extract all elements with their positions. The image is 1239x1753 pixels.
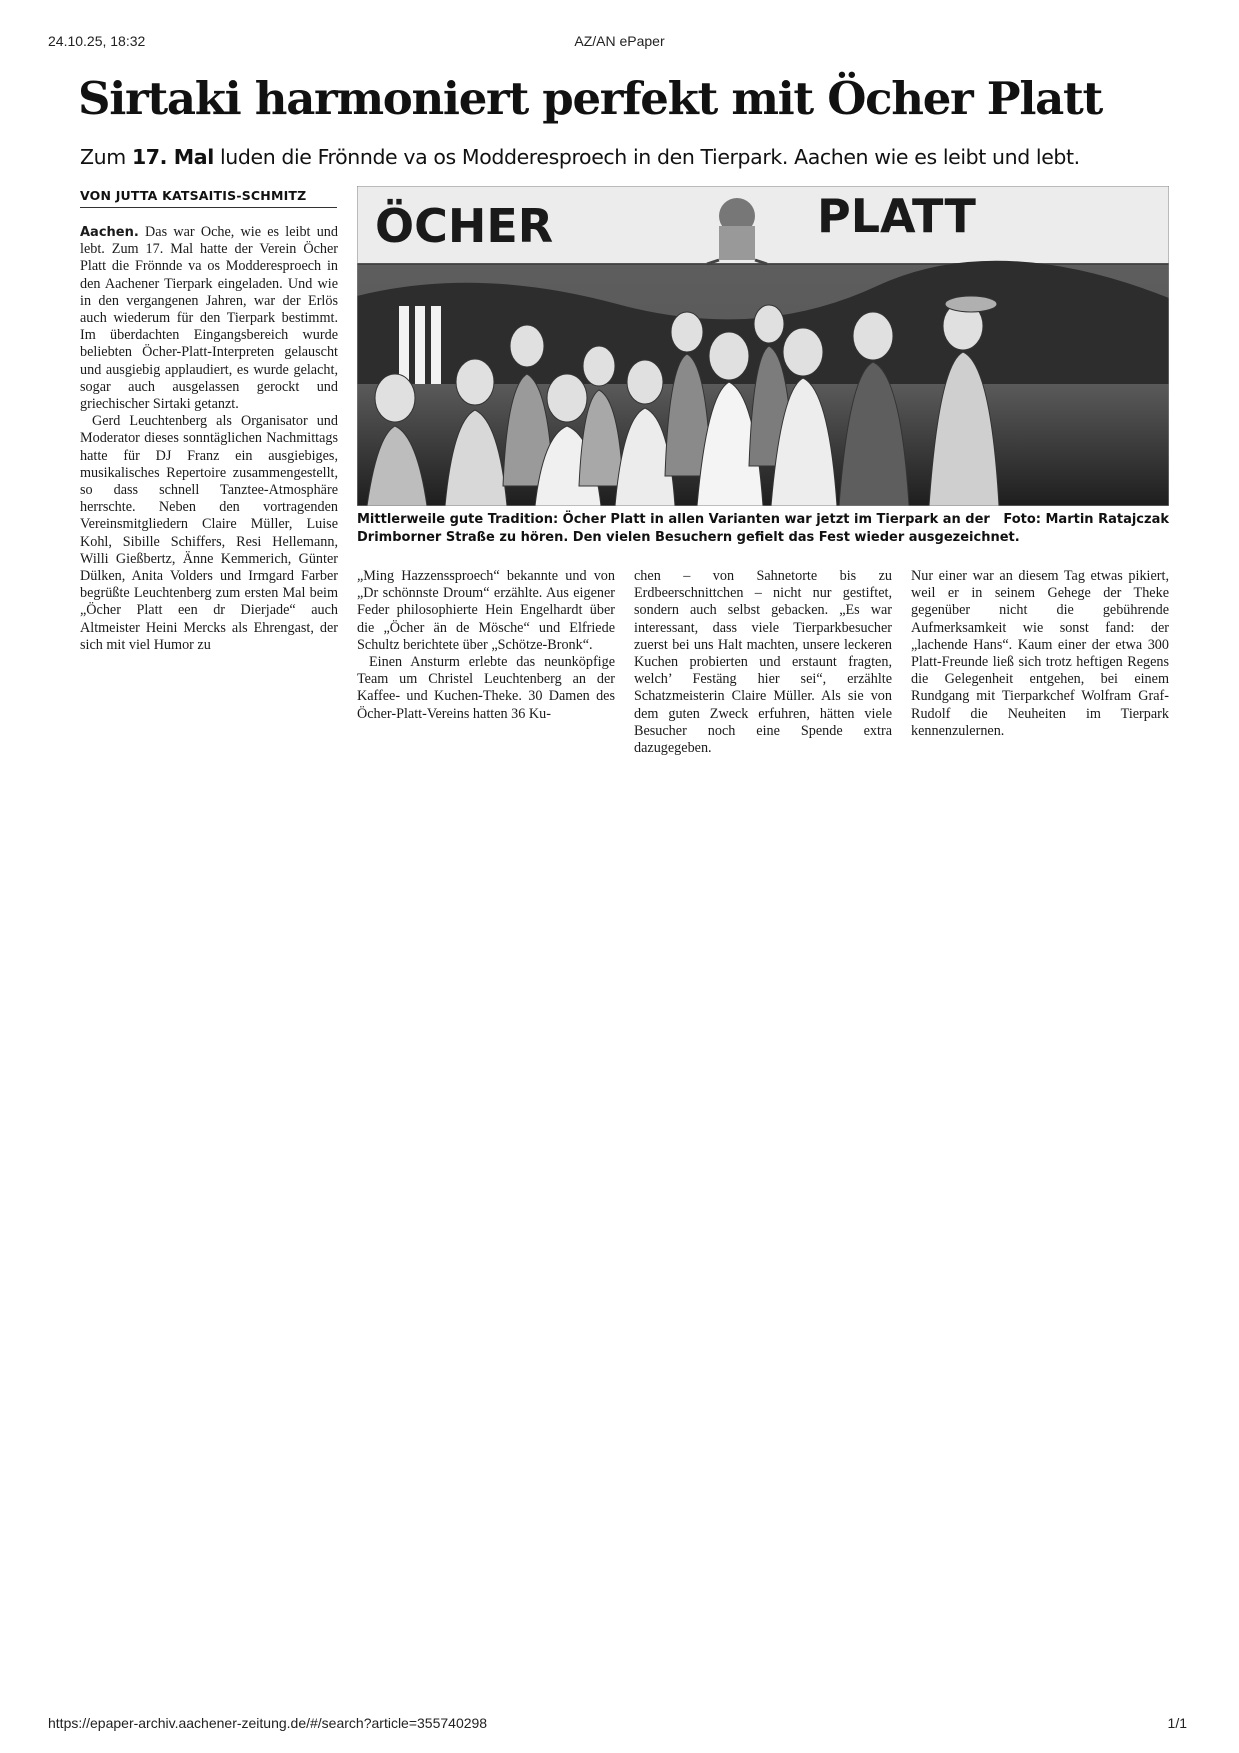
article-headline: Sirtaki harmoniert perfekt mit Öcher Platt <box>78 72 1102 125</box>
paragraph: chen – von Sahnetorte bis zu Erdbeerschnittchen – nicht nur gestiftet, sondern auch selbst gebacken. „Es war interessant, dass viele Tierparkbesucher zuerst bei uns Halt machten, unsere leckeren Kuchen probierten und erstaunt fragten, welch’ Festäng hier sei“, erzählte Schatzmeisterin Claire Müller. Als sie von dem guten Zweck erfuhren, hätten viele Besucher noch eine Spende extra dazugegeben. <box>634 568 892 757</box>
subhead-post: luden die Frönnde va os Modderesproech in den Tierpark. Aachen wie es leibt und lebt. <box>213 145 1080 169</box>
photo-caption <box>357 511 1169 547</box>
article-column-1 <box>80 224 338 654</box>
print-date: 24.10.25, 18:32 <box>48 33 146 49</box>
article-column-2 <box>357 568 615 723</box>
event-photo <box>357 186 1169 506</box>
caption-text: Mittlerweile gute Tradition: Öcher Platt in allen Varianten war jetzt im Tierpark an der Drimborner Straße zu hören. Den vielen Besuchern gefielt das Fest wieder ausgezeichnet. <box>357 512 1020 545</box>
paragraph <box>80 224 338 413</box>
article-column-4 <box>911 568 1169 740</box>
paragraph: Nur einer war an diesem Tag etwas pikiert, weil er in seinem Gehege der Theke gegenüber nicht die gebührende Aufmerksamkeit wie sonst fand: der „lachende Hans“. Kaum einer der etwa 300 Platt-Freunde ließ sich trotz heftigen Regens die Gelegenheit entgehen, bei einem Rundgang mit Tierparkchef Wolfram Graf-Rudolf die Neuheiten im Tierpark kennenzulernen. <box>911 568 1169 739</box>
print-page-number: 1/1 <box>1167 1715 1187 1731</box>
photo-credit: Foto: Martin Ratajczak <box>1003 512 1169 527</box>
article-column-3 <box>634 568 892 757</box>
paragraph: Einen Ansturm erlebte das neunköpfige Team um Christel Leuchtenberg an der Kaffee- und Kuchen-Theke. 30 Damen des Öcher-Platt-Vereins hatten 36 Ku- <box>357 654 615 722</box>
subhead-bold: 17. Mal <box>131 145 214 169</box>
print-url: https://epaper-archiv.aachener-zeitung.de/#/search?article=355740298 <box>48 1715 488 1731</box>
subhead-pre: Zum <box>80 145 132 169</box>
paragraph: Gerd Leuchtenberg als Organisator und Moderator dieses sonntäglichen Nachmittags hatte für DJ Franz ein ausgiebiges, musikalisches Repertoire zusammengestellt, so dass schnell Tanztee-Atmosphäre herrschte. Neben den vortragenden Vereinsmitgliedern Claire Müller, Luise Kohl, Sibille Schiffers, Resi Hellemann, Willi Gießbertz, Änne Kemmerich, Günter Dülken, Anita Volders und Irmgard Farber begrüßte Leuchtenberg zum ersten Mal beim „Öcher Platt een dr Dierjade“ auch Altmeister Heini Mercks als Ehrengast, der sich mit viel Humor zu <box>80 413 338 653</box>
dateline-city: Aachen. <box>80 225 139 240</box>
banner-text-right: PLATT <box>817 189 976 243</box>
paragraph: „Ming Hazzenssproech“ bekannte und von „Dr schönnste Droum“ erzählte. Aus eigener Feder philosophierte Hein Engelhardt über die „Öcher än de Mösche“ und Elfriede Schultz berichtete über „Schötze-Bronk“. <box>357 568 615 653</box>
article-subhead <box>80 145 1180 169</box>
article-byline: VON JUTTA KATSAITIS-SCHMITZ <box>80 188 337 208</box>
paragraph-text: Das war Oche, wie es leibt und lebt. Zum 17. Mal hatte der Verein Öcher Platt die Frönnde va os Modderesproech in den Aachener Tierpark eingeladen. Und wie in den vergangenen Jahren, war der Erlös auch wiederum für den Tierpark bestimmt. Im überdachten Eingangsbereich wurde beliebten Öcher-Platt-Interpreten gelauscht und ausgiebig applaudiert, es wurde gelacht, sogar auch ausgelassen gerockt und griechischer Sirtaki getanzt. <box>80 224 338 413</box>
print-title: AZ/AN ePaper <box>574 33 665 49</box>
banner-text-left: ÖCHER <box>375 199 554 253</box>
